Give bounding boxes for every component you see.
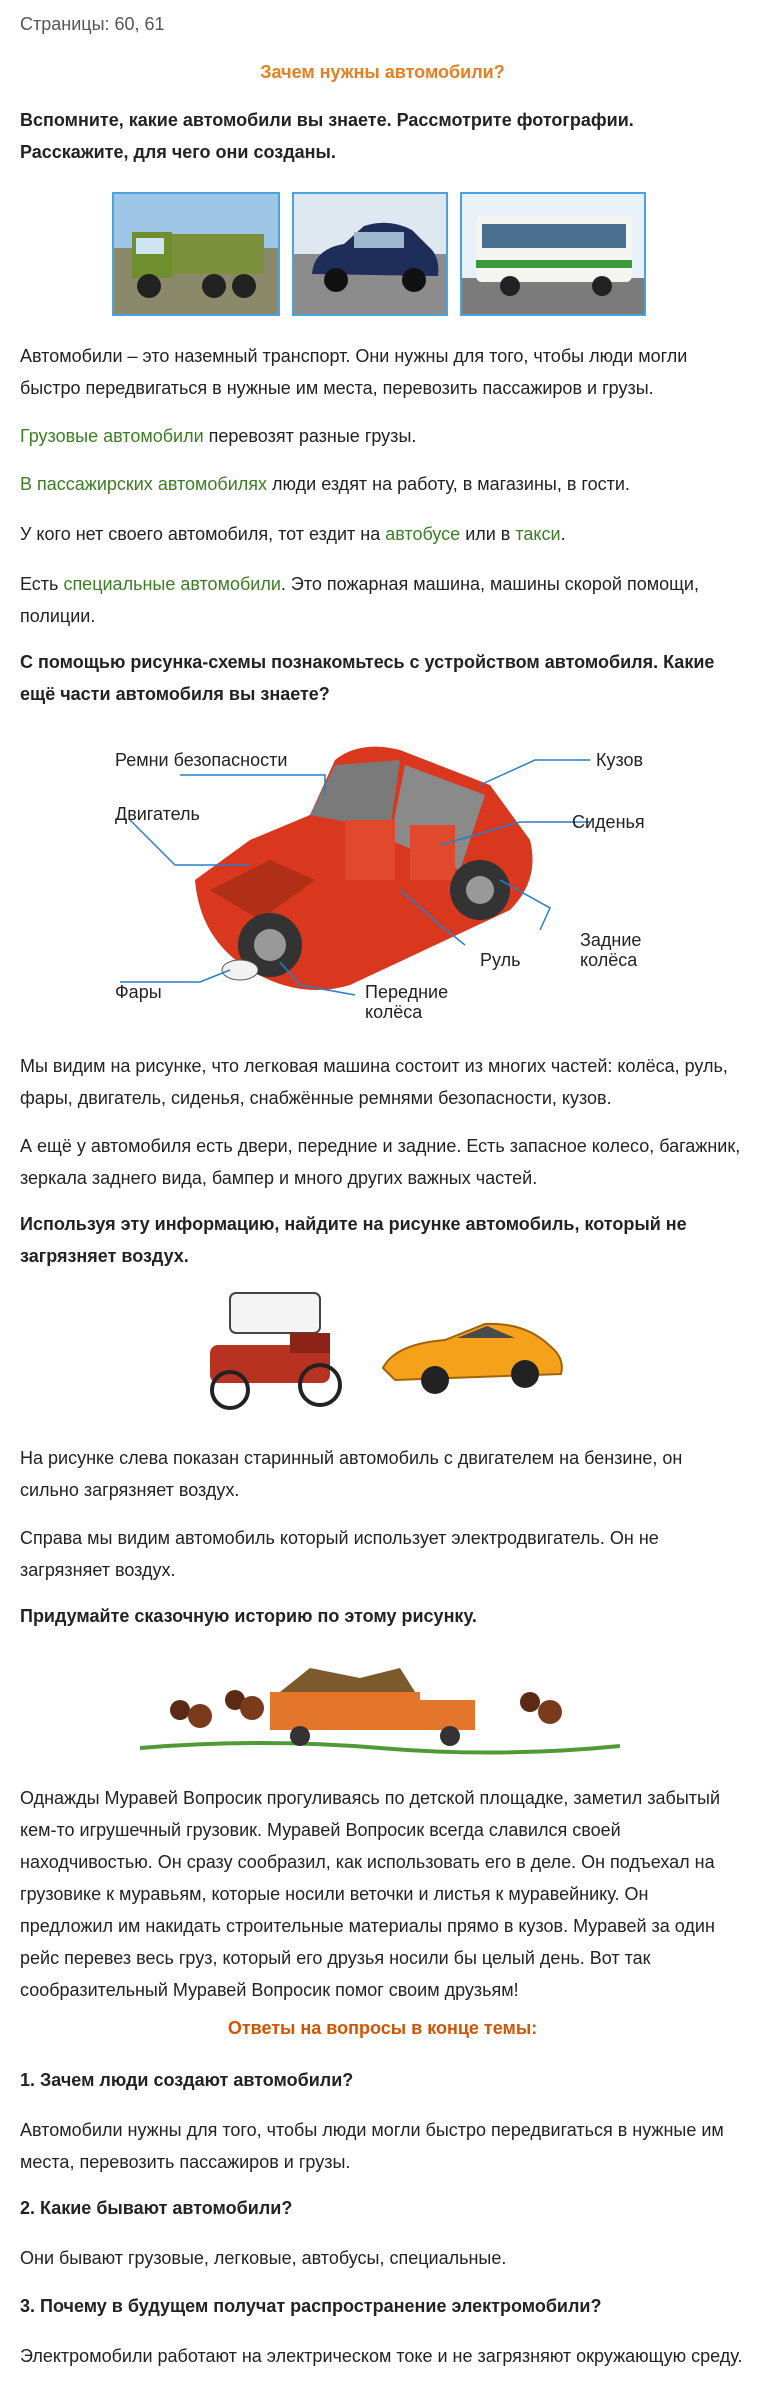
answer-1: Автомобили нужны для того, чтобы люди могли быстро передвигаться в нужные им места, перевозить пассажиров и грузы. [20,2120,724,2172]
paragraph-10: Однажды Муравей Вопросик прогуливаясь по детской площадке, заметил забытый кем-то игрушечный грузовик. Муравей Вопросик всегда славился своей находчивостью. Он сразу сообразил, как использовать его в деле. Он подъехал на грузовике к муравьям, которые носили веточки и листья к муравейнику. Он предложил им накидать строительные материалы прямо в кузов. Муравей за один рейс перевез весь груз, который его друзья носили бы целый день. Вот так сообразительный Муравей Вопросик помог своим друзьям! [20,1788,721,2000]
label-belts: Ремни безопасности [115,750,288,770]
answer-3-question: 3. Почему в будущем получат распространение электромобили? [20,2296,602,2316]
label-rear-wheels-1: Задние [580,930,642,950]
question-4: Придумайте сказочную историю по этому рисунку. [20,1606,477,1626]
answer-1-question: 1. Зачем люди создают автомобили? [20,2070,354,2090]
paragraph-5 [20,568,745,632]
paragraph-3-text: люди ездят на работу, в магазины, в гости. [267,474,630,494]
truck-photo [112,192,280,316]
paragraph-2-text: перевозят разные грузы. [203,426,417,446]
car-photo [292,192,448,316]
label-front-wheels-2: колёса [365,1002,423,1022]
label-lights: Фары [115,982,162,1002]
old-car-image [190,1285,360,1415]
paragraph-2 [20,420,745,452]
label-seats: Сиденья [572,812,645,832]
paragraph-5-text-b: . Это пожарная машина, машины скорой помощи, полиции. [20,574,699,626]
ants-truck-image [140,1660,620,1760]
paragraph-4-text-a: У кого нет своего автомобиля, тот ездит на [20,524,386,544]
label-wheel: Руль [480,950,521,970]
paragraph-7: А ещё у автомобиля есть двери, передние и задние. Есть запасное колесо, багажник, зеркала заднего вида, бампер и много других важных частей. [20,1136,741,1188]
paragraph-1: Автомобили – это наземный транспорт. Они нужны для того, чтобы люди могли быстро передвигаться в нужные им места, перевозить пассажиров и грузы. [20,346,688,398]
paragraph-4 [20,518,745,550]
paragraph-6: Мы видим на рисунке, что легковая машина состоит из многих частей: колёса, руль, фары, двигатель, сиденья, снабжённые ремнями безопасности, кузов. [20,1056,728,1108]
term-trucks: Грузовые автомобили [20,426,204,446]
label-body: Кузов [596,750,644,770]
paragraph-3 [20,468,745,500]
label-rear-wheels-2: колёса [580,950,638,970]
question-1: Вспомните, какие автомобили вы знаете. Рассмотрите фотографии. Расскажите, для чего они созданы. [20,110,634,162]
paragraph-5-text-a: Есть [20,574,64,594]
term-bus: автобусе [385,524,461,544]
term-special-cars: специальные автомобили [63,574,281,594]
bus-photo [460,192,646,316]
question-2: С помощью рисунка-схемы познакомьтесь с устройством автомобиля. Какие ещё части автомобиля вы знаете? [20,652,715,704]
electric-car-image [375,1310,570,1405]
paragraph-4-text-c: . [560,524,566,544]
label-engine: Двигатель [115,804,200,824]
paragraph-9: Справа мы видим автомобиль который использует электродвигатель. Он не загрязняет воздух. [20,1528,659,1580]
paragraph-8: На рисунке слева показан старинный автомобиль с двигателем на бензине, он сильно загрязняет воздух. [20,1448,683,1500]
term-taxi: такси [515,524,561,544]
answer-2: Они бывают грузовые, легковые, автобусы, специальные. [20,2248,507,2268]
page-title: Зачем нужны автомобили? [260,62,505,82]
paragraph-4-text-b: или в [460,524,516,544]
label-front-wheels-1: Передние [365,982,449,1002]
answer-2-question: 2. Какие бывают автомобили? [20,2198,293,2218]
answer-3: Электромобили работают на электрическом токе и не загрязняют окружающую среду. [20,2346,743,2366]
pages-label: Страницы: 60, 61 [20,14,165,34]
answers-title: Ответы на вопросы в конце темы: [227,2018,538,2038]
term-passenger-cars: В пассажирских автомобилях [20,474,268,494]
question-3: Используя эту информацию, найдите на рисунке автомобиль, который не загрязняет воздух. [20,1214,687,1266]
car-diagram [100,730,660,1030]
